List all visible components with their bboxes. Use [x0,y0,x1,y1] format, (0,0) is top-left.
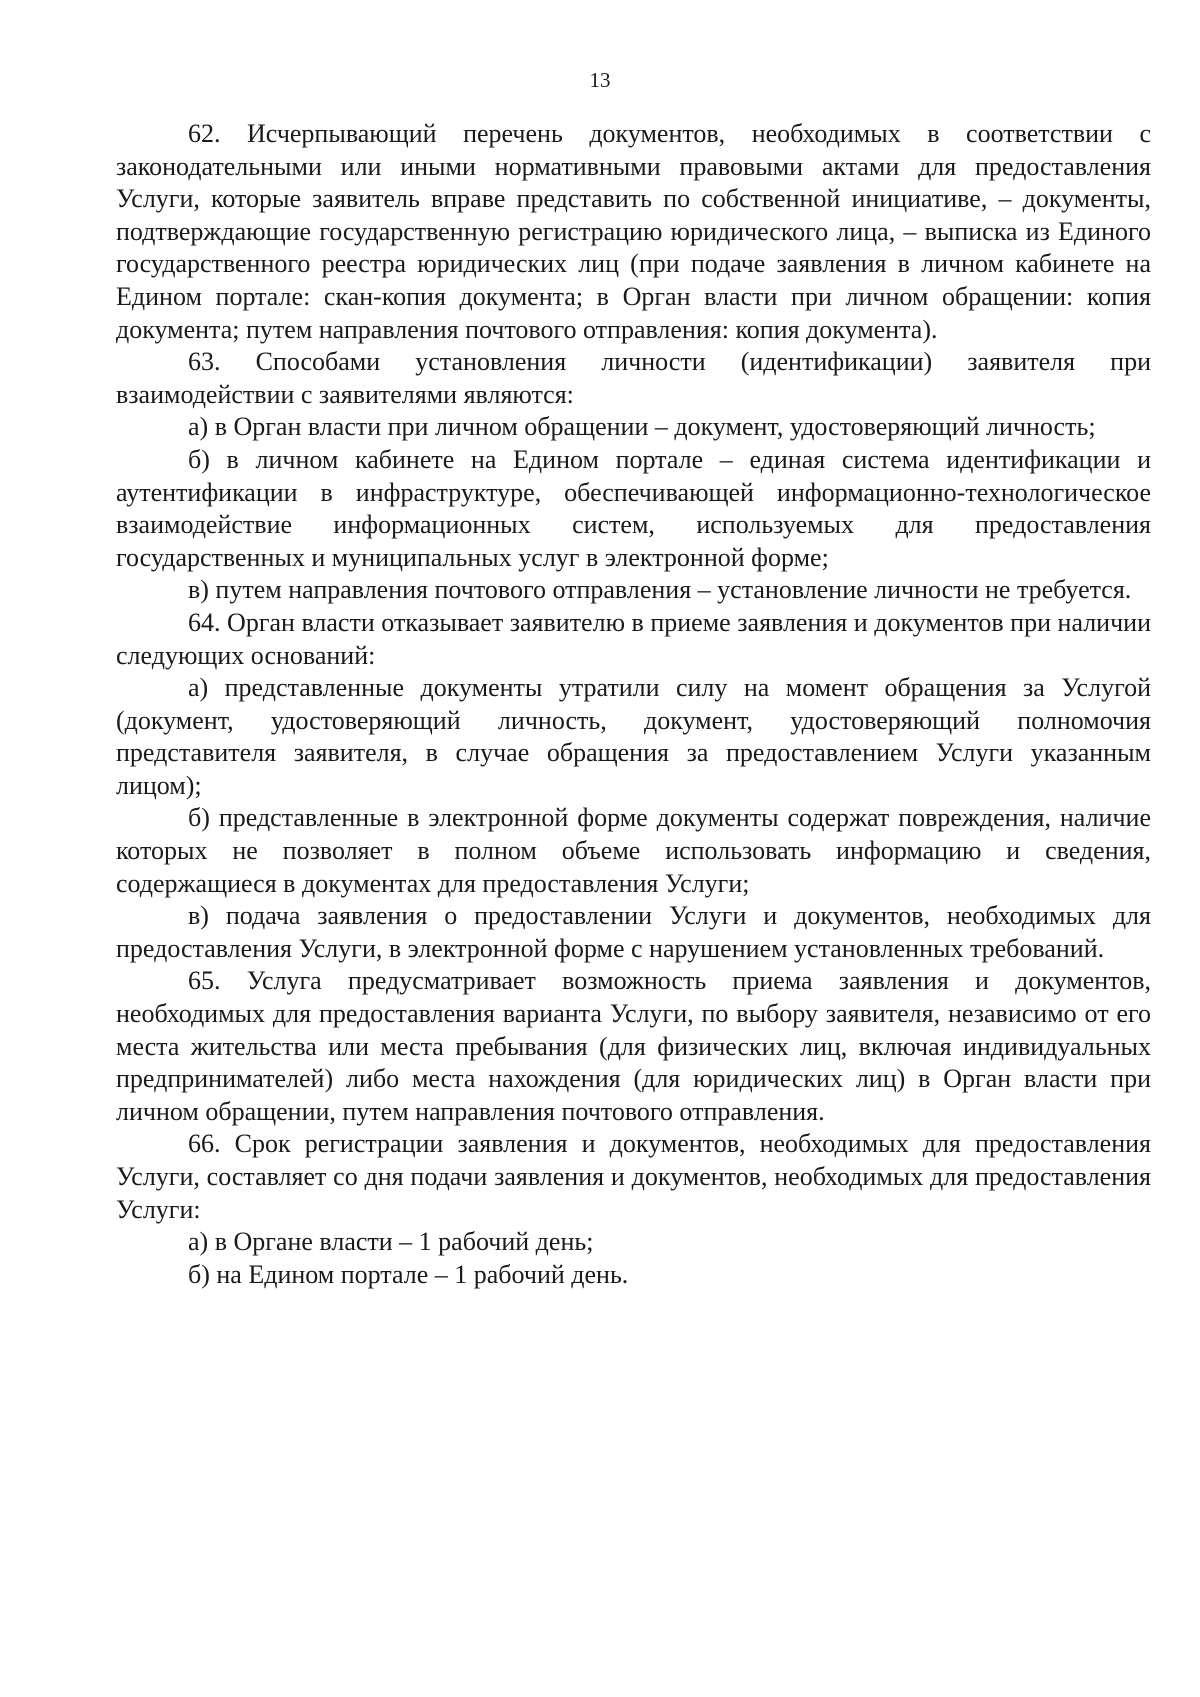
paragraph-64-a: а) представленные документы утратили силу на момент обращения за Услугой (документ, удостоверяющий личность, документ, удостоверяющий полномочия представителя заявителя, в случае обращения за предоставлением Услуги указанным лицом); [116,673,1151,800]
paragraph-66-a: а) в Органе власти – 1 рабочий день; [188,1227,594,1257]
document-body [116,118,1151,1291]
paragraph-64-b: б) представленные в электронной форме документы содержат повреждения, наличие которых не позволяет в полном объеме использовать информацию и сведения, содержащиеся в документах для предоставления Услуги; [116,803,1151,898]
paragraph-64: 64. Орган власти отказывает заявителю в приеме заявления и документов при наличии следующих оснований: [116,607,1151,670]
paragraph-63: 63. Способами установления личности (идентификации) заявителя при взаимодействии с заявителями являются: [116,347,1151,409]
paragraph-64-v: в) подача заявления о предоставлении Услуги и документов, необходимых для предоставления Услуги, в электронной форме с нарушением установленных требований. [116,901,1151,963]
paragraph-63-v: в) путем направления почтового отправления – установление личности не требуется. [188,575,1132,605]
paragraph-63-a: а) в Орган власти при личном обращении – документ, удостоверяющий личность; [188,412,1096,442]
paragraph-66: 66. Срок регистрации заявления и документов, необходимых для предоставления Услуги, составляет со дня подачи заявления и документов, необходимых для предоставления Услуги: [116,1129,1151,1224]
paragraph-66-b: б) на Едином портале – 1 рабочий день. [188,1259,629,1289]
paragraph-65: 65. Услуга предусматривает возможность приема заявления и документов, необходимых для предоставления варианта Услуги, по выбору заявителя, независимо от его места жительства или места пребывания (для физических лиц, включая индивидуальных предпринимателей) либо места нахождения (для юридических лиц) в Орган власти при личном обращении, путем направления почтового отправления. [116,966,1151,1126]
paragraph-62: 62. Исчерпывающий перечень документов, необходимых в соответствии с законодательными или иными нормативными правовыми актами для предоставления Услуги, которые заявитель вправе представить по собственной инициативе, – документы, подтверждающие государственную регистрацию юридического лица, – выписка из Единого государственного реестра юридических лиц (при подаче заявления в личном кабинете на Едином портале: скан-копия документа; в Орган власти при личном обращении: копия документа; путем направления почтового отправления: копия документа). [116,119,1151,344]
paragraph-63-b: б) в личном кабинете на Едином портале – единая система идентификации и аутентификации в инфраструктуре, обеспечивающей информационно-технологическое взаимодействие информационных систем, используемых для предоставления государственных и муниципальных услуг в электронной форме; [116,444,1151,572]
page-number: 13 [589,68,611,92]
